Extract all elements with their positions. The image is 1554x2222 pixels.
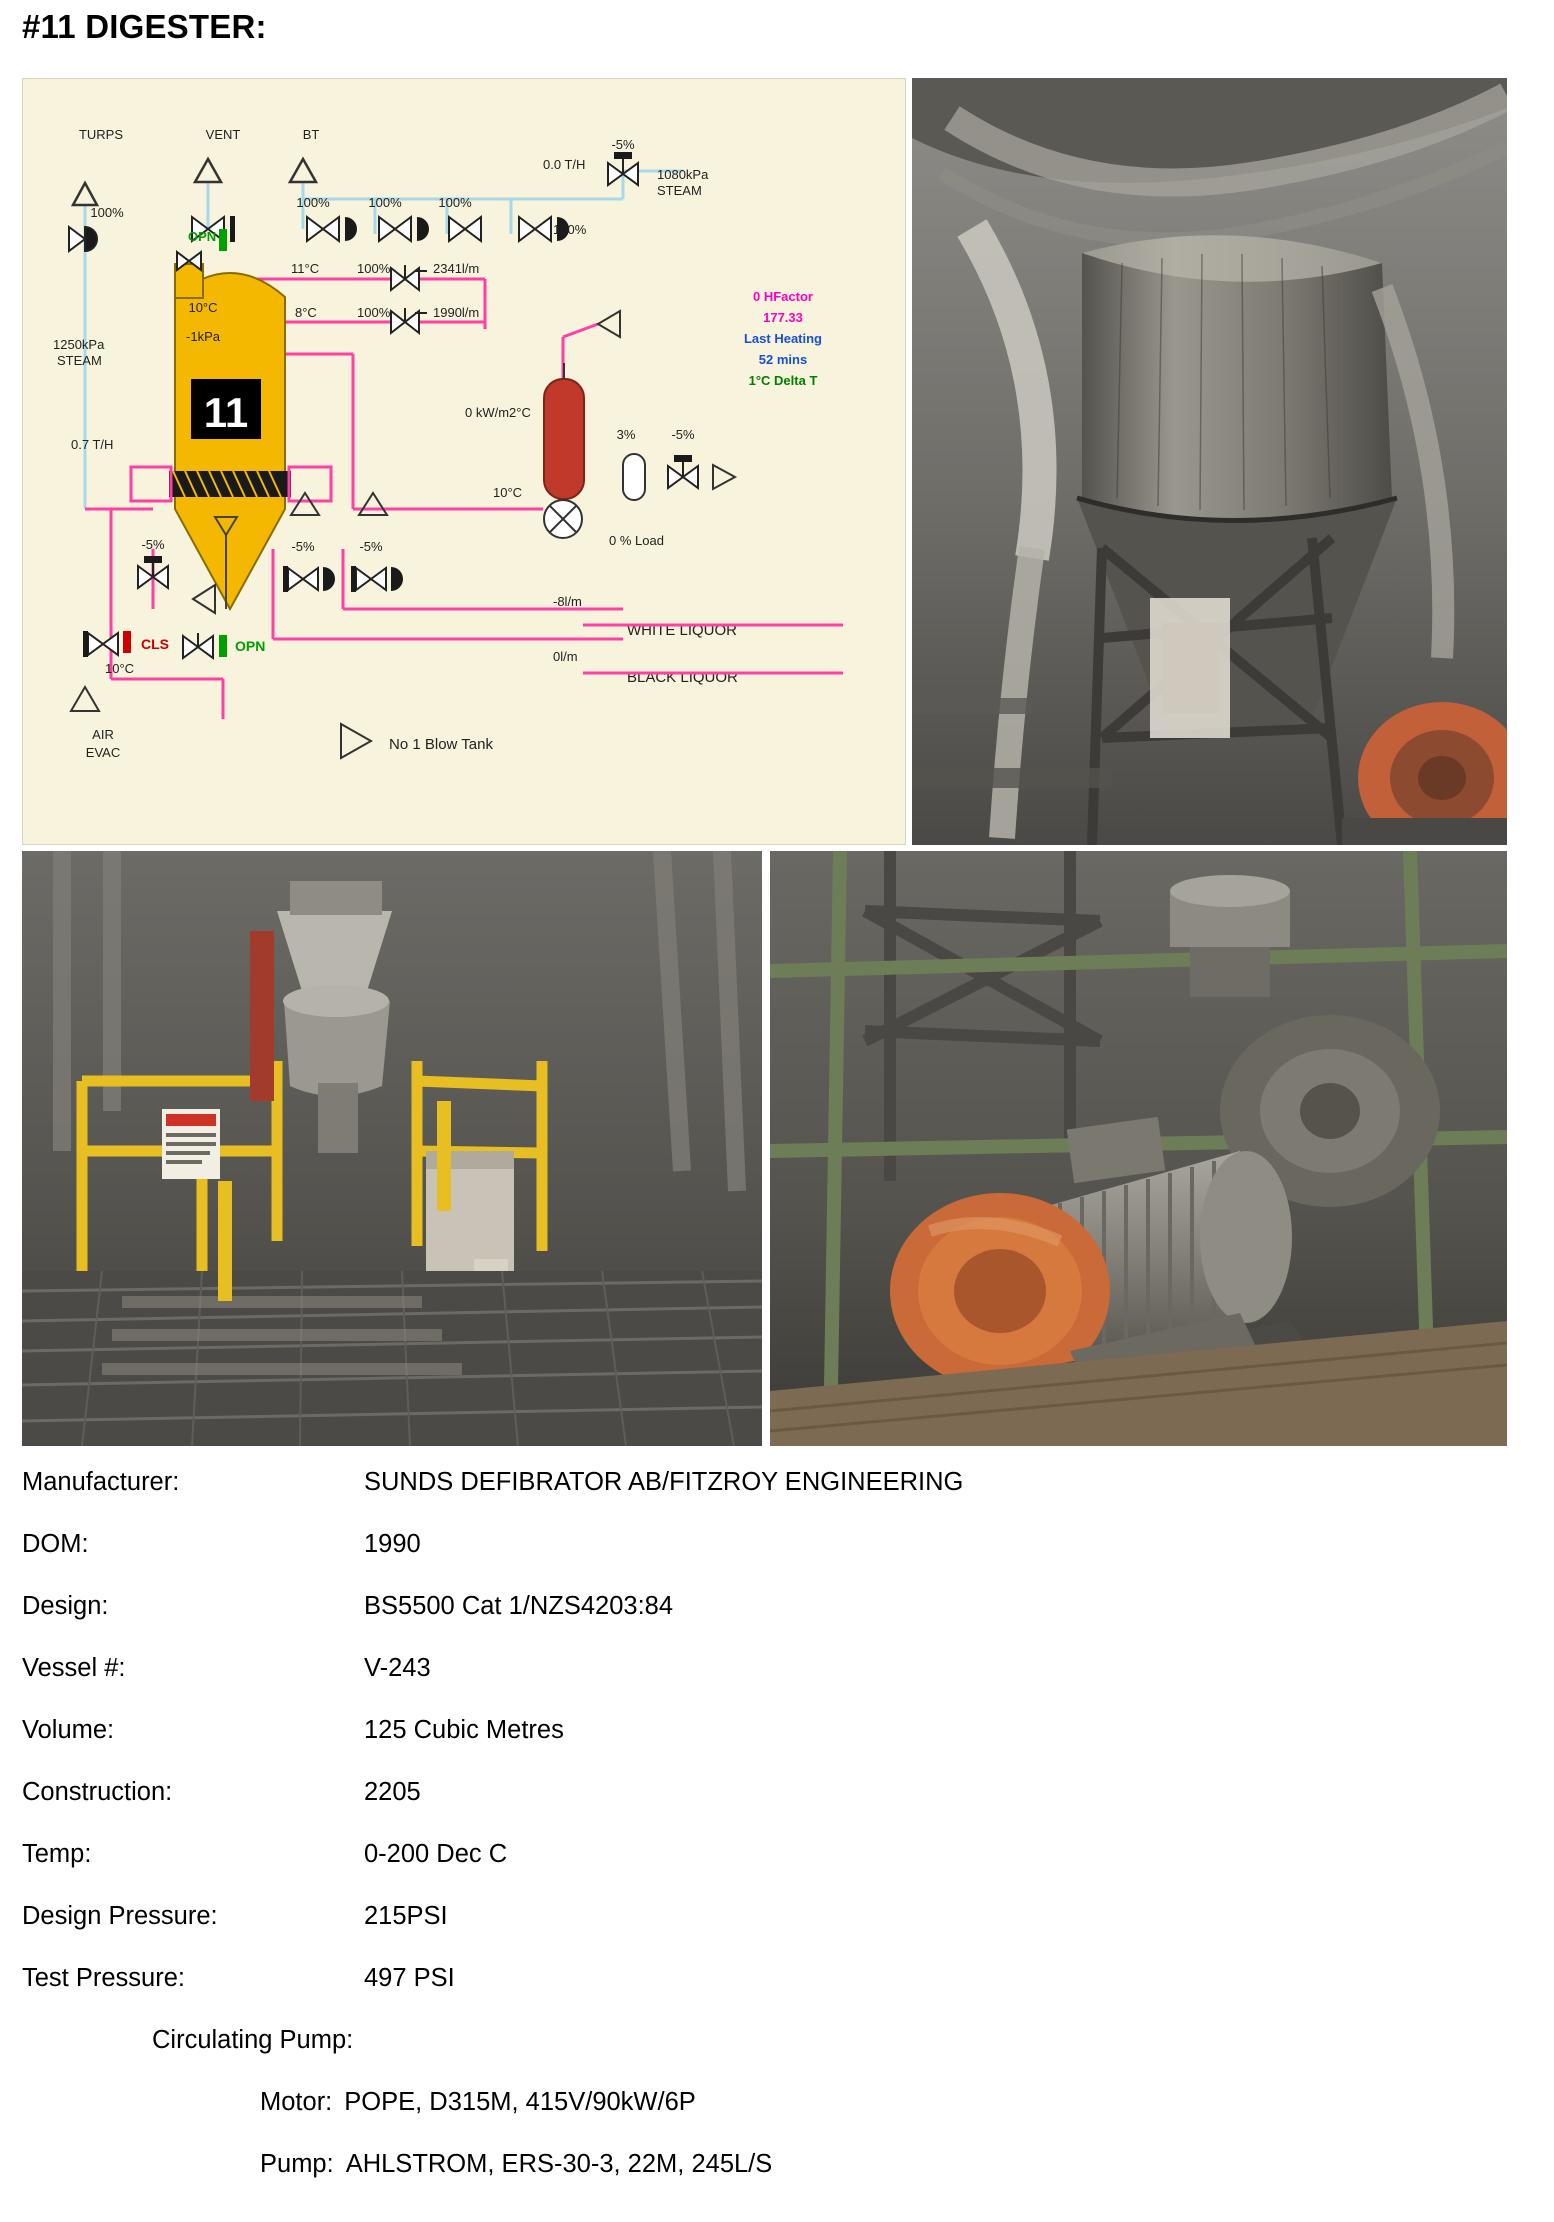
label-cls: CLS (141, 636, 169, 652)
label-circ1-pct: 100% (357, 261, 391, 276)
hfactor-info (744, 289, 822, 388)
label-hx-out-temp: 10°C (493, 485, 523, 500)
spec-row-dom (22, 1532, 1502, 1594)
spec-value: 125 Cubic Metres (364, 1716, 564, 1744)
label-blow-tank: No 1 Blow Tank (389, 736, 493, 753)
spec-label: Construction: (22, 1778, 173, 1806)
circulation-pump (544, 500, 582, 538)
spec-row-temp (22, 1842, 1502, 1904)
spec-value: 0-200 Dec C (364, 1840, 508, 1868)
label-air-evac-1: AIR (92, 727, 114, 742)
circulating-pump-motor-photo (770, 851, 1507, 1446)
label-bt: BT (302, 127, 320, 142)
label-opn-bottom: OPN (235, 638, 266, 654)
digester-hmi-schematic (22, 78, 906, 845)
spec-label: Vessel #: (22, 1654, 126, 1682)
spec-row-design-pressure (22, 1904, 1502, 1966)
svg-text:52 mins: 52 mins (758, 352, 808, 367)
spec-value: 497 PSI (364, 1964, 455, 1992)
spec-value: BS5500 Cat 1/NZS4203:84 (364, 1592, 674, 1620)
label-pct-b: 100% (368, 195, 402, 210)
label-heat-flux: 0 kW/m2°C (465, 405, 531, 420)
spec-row-construction (22, 1780, 1502, 1842)
label-load: 0 % Load (609, 533, 664, 548)
pump-label: Pump: (260, 2150, 334, 2178)
pump-motor-label: Motor: (260, 2088, 333, 2116)
spec-row-manufacturer (22, 1470, 1502, 1532)
label-white-liquor: WHITE LIQUOR (627, 622, 738, 639)
label-pct-c: 100% (438, 195, 472, 210)
label-circ2-temp: 8°C (295, 305, 317, 320)
spec-value: 215PSI (364, 1902, 448, 1930)
label-pct-a: 100% (296, 195, 330, 210)
label-steam-left-name: STEAM (57, 353, 102, 368)
spec-label: Manufacturer: (22, 1468, 180, 1496)
label-vent: VENT (205, 127, 241, 142)
label-steam-top-pressure: 1080kPa (657, 167, 709, 182)
label-hx-valve-pct: -5% (671, 427, 695, 442)
label-pct-left: 100% (90, 205, 124, 220)
spec-row-test-pressure (22, 1966, 1502, 2028)
digester-vessel-photo (912, 78, 1507, 845)
label-steam-left-pressure: 1250kPa (53, 337, 105, 352)
label-pct-right: 100% (553, 222, 587, 237)
spec-label: Volume: (22, 1716, 115, 1744)
label-black-liquor: BLACK LIQUOR (627, 669, 738, 686)
label-steam-top-name: STEAM (657, 183, 702, 198)
specification-list (22, 1470, 1502, 2214)
pump-row (260, 2152, 1502, 2214)
label-hx-pct: 3% (616, 427, 636, 442)
svg-text:1°C Delta T: 1°C Delta T (748, 373, 818, 388)
label-bottom-valve-pct: -5% (141, 537, 165, 552)
vessel-number: 11 (203, 389, 249, 436)
label-bottom-pct-b: -5% (359, 539, 383, 554)
pump-motor-value: POPE, D315M, 415V/90kW/6P (344, 2088, 696, 2116)
label-white-liquor-flow: -8l/m (553, 594, 582, 609)
label-flow-top: 0.0 T/H (543, 157, 586, 172)
label-circ1-flow: 2341l/m (433, 261, 480, 276)
label-bottom-pct-a: -5% (291, 539, 315, 554)
spec-label: Test Pressure: (22, 1964, 185, 1992)
spec-value: 2205 (364, 1778, 421, 1806)
label-turps: TURPS (78, 127, 124, 142)
condensate-pot (623, 454, 645, 500)
circulating-pump-heading: Circulating Pump: (152, 2026, 354, 2054)
label-steam-top-pct: -5% (611, 137, 635, 152)
media-block (22, 78, 1507, 1448)
label-cls-temp: 10°C (105, 661, 135, 676)
label-black-liquor-flow: 0l/m (553, 649, 578, 664)
spec-value: SUNDS DEFIBRATOR AB/FITZROY ENGINEERING (364, 1468, 964, 1496)
pump-motor-row (260, 2090, 1502, 2152)
spec-row-vessel-number (22, 1656, 1502, 1718)
spec-value: V-243 (364, 1654, 431, 1682)
page-title: #11 DIGESTER: (22, 8, 267, 45)
svg-text:OPN: OPN (188, 229, 217, 244)
spec-row-design (22, 1594, 1502, 1656)
digester-platform-photo (22, 851, 762, 1446)
spec-label: Design Pressure: (22, 1902, 218, 1930)
label-circ1-temp: 11°C (291, 261, 320, 276)
svg-text:0 HFactor: 0 HFactor (753, 289, 813, 304)
spec-row-volume (22, 1718, 1502, 1780)
label-air-evac-2: EVAC (85, 745, 121, 760)
spec-label: Design: (22, 1592, 109, 1620)
vessel-pressure: -1kPa (186, 329, 220, 344)
svg-text:Last Heating: Last Heating (743, 331, 823, 346)
spec-label: DOM: (22, 1530, 89, 1558)
pump-value: AHLSTROM, ERS-30-3, 22M, 245L/S (345, 2150, 773, 2178)
vessel-temp: 10°C (188, 300, 218, 315)
svg-text:177.33: 177.33 (763, 310, 803, 325)
label-flow-left: 0.7 T/H (71, 437, 114, 452)
spec-value: 1990 (364, 1530, 421, 1558)
label-circ2-flow: 1990l/m (433, 305, 480, 320)
label-circ2-pct: 100% (357, 305, 391, 320)
spec-label: Temp: (22, 1840, 92, 1868)
